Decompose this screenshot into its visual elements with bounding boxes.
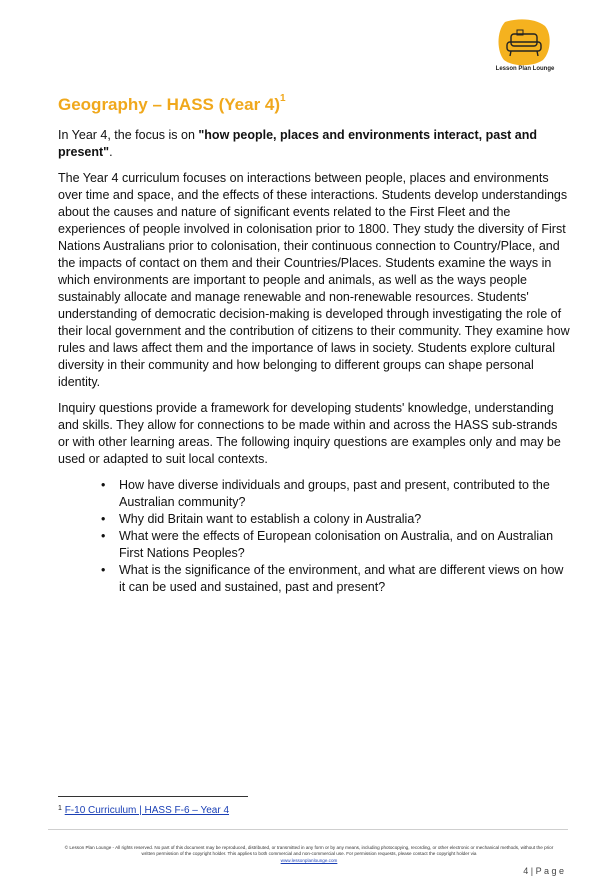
footnote-number: 1 <box>58 805 62 812</box>
inquiry-questions-list <box>101 477 570 596</box>
intro-paragraph <box>58 127 570 161</box>
intro-prefix: In Year 4, the focus is on <box>58 128 199 142</box>
footnote <box>58 805 229 816</box>
title-text: Geography – HASS (Year 4) <box>58 95 281 114</box>
curriculum-paragraph: The Year 4 curriculum focuses on interactions between people, places and environments over time and space, and the effects of these interactions. Students develop understandings about the causes and nature of significant events related to the First Fleet and the experiences of people involved in colonisation prior to 1800. They study the diversity of First Nations Australians prior to colonisation, their continuous connection to Country/Place, and the impacts of contact on them and their Countries/Places. Students examine the ways in which environments are important to people and animals, as well as the ways people sustainably allocate and manage renewable and non-renewable resources. Students' understanding of democratic decision-making is developed through investigating the role of their local government and the contribution of citizens to their community. They examine how rules and laws affect them and the importance of laws in society. Students explore cultural diversity in their community and how belonging to different groups can shape personal identity. <box>58 171 570 389</box>
curriculum-link[interactable]: F-10 Curriculum | HASS F-6 – Year 4 <box>64 805 230 816</box>
copyright-text: © Lesson Plan Lounge - All rights reserved. No part of this document may be reproduced, distributed, or transmitted in any form or by any means, including photocopying, recording, or other electronic or mechanical methods, without the prior written permission of the copyright holder. This applies to both commercial and non-commercial use. For permission requests, please contact the copyright holder via <box>64 845 554 857</box>
website-link[interactable]: www.lessonplanlounge.com <box>280 857 338 863</box>
page-number-value: 4 <box>523 866 529 876</box>
logo-text: Lesson Plan Lounge <box>495 66 555 72</box>
page-label: | P a g e <box>528 866 564 876</box>
list-item: • Why did Britain want to establish a colony in Australia? <box>101 511 570 528</box>
main-content <box>58 127 570 596</box>
intro-suffix: . <box>109 145 113 159</box>
footer-divider <box>48 829 568 830</box>
inquiry-paragraph: Inquiry questions provide a framework for developing students' knowledge, understanding and skills. They allow for connections to be made within and across the HASS sub-strands or with other learning areas. The following inquiry questions are examples only and may be used or adapted to suit local contexts. <box>58 401 561 466</box>
footnote-divider <box>58 796 248 797</box>
list-item: • What were the effects of European colonisation on Australia, and on Australian First Nations Peoples? <box>101 528 570 562</box>
copyright-notice <box>60 845 558 864</box>
intro-emphasis: "how people, places and environments interact, past and present" <box>58 128 538 159</box>
page-title <box>58 95 286 115</box>
lounge-chair-icon <box>495 18 553 68</box>
title-footnote-ref: 1 <box>280 93 286 104</box>
page-number <box>523 866 564 876</box>
list-item: • What is the significance of the environment, and what are different views on how it can be used and sustained, past and present? <box>101 562 570 596</box>
list-item: • How have diverse individuals and groups, past and present, contributed to the Australian community? <box>101 477 570 511</box>
